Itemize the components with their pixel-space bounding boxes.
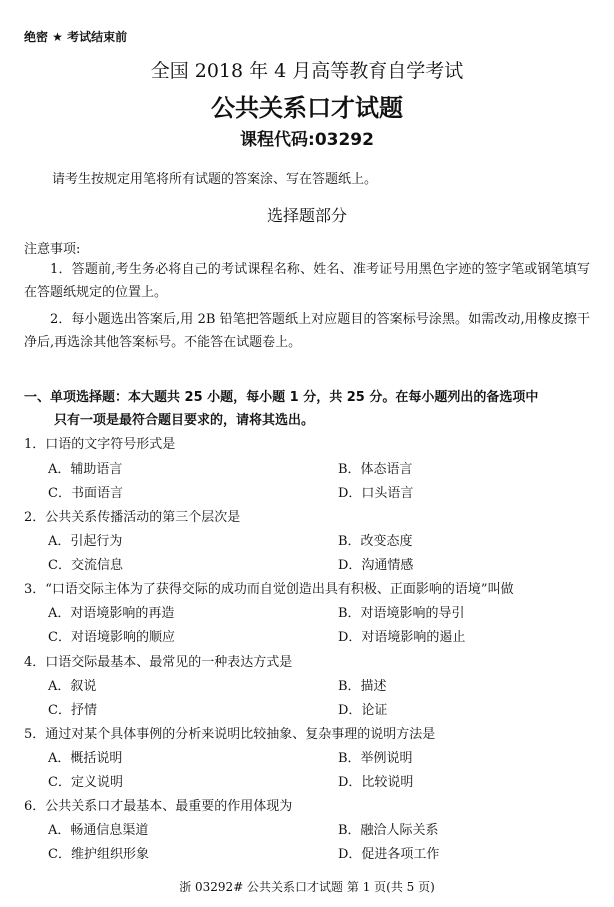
- question-1-option-c: C．书面语言: [48, 486, 123, 501]
- question-2-option-b: B．改变态度: [338, 534, 413, 549]
- question-3-stem: 3．“口语交际主体为了获得交际的成功而自觉创造出具有积极、正面影响的语境”叫做: [24, 582, 514, 597]
- note-item-1: 1．答题前,考生务必将自己的考试课程名称、姓名、准考证号用黑色字迹的签字笔或钢笔填写在答题纸规定的位置上。: [24, 262, 590, 300]
- answer-instruction: 请考生按规定用笔将所有试题的答案涂、写在答题纸上。: [52, 172, 378, 187]
- question-6-option-a: A．畅通信息渠道: [48, 823, 149, 838]
- part-one-line-2: 只有一项是最符合题目要求的，请将其选出。: [54, 413, 315, 428]
- note-item-2: 2．每小题选出答案后,用 2B 铅笔把答题纸上对应题目的答案标号涂黑。如需改动,用橡皮擦干净后,再选涂其他答案标号。不能答在试题卷上。: [24, 312, 590, 350]
- page-footer: 浙 03292# 公共关系口才试题 第 1 页(共 5 页): [179, 880, 435, 894]
- notes-title: 注意事项:: [24, 242, 81, 257]
- question-2-option-a: A．引起行为: [48, 534, 123, 549]
- question-3-option-b: B．对语境影响的导引: [338, 606, 465, 621]
- question-6-option-b: B．融洽人际关系: [338, 823, 439, 838]
- subject-title: 公共关系口才试题: [211, 94, 403, 122]
- question-4-option-b: B．描述: [338, 679, 387, 694]
- question-1-option-d: D．口头语言: [338, 486, 414, 501]
- question-4-option-a: A．叙说: [48, 679, 97, 694]
- question-5-option-c: C．定义说明: [48, 775, 123, 790]
- question-6-stem: 6．公共关系口才最基本、最重要的作用体现为: [24, 799, 293, 814]
- question-5-option-a: A．概括说明: [48, 751, 123, 766]
- question-5-option-b: B．举例说明: [338, 751, 413, 766]
- question-6-option-d: D．促进各项工作: [338, 847, 440, 862]
- question-6-option-c: C．维护组织形象: [48, 847, 149, 862]
- exam-session-line: 全国 2018 年 4 月高等教育自学考试: [150, 60, 464, 82]
- question-5-option-d: D．比较说明: [338, 775, 414, 790]
- question-3-option-d: D．对语境影响的遏止: [338, 630, 466, 645]
- question-3-option-c: C．对语境影响的顺应: [48, 630, 175, 645]
- part-one-heading: [24, 386, 594, 432]
- part-one-line-1: 一、单项选择题：本大题共 25 小题，每小题 1 分，共 25 分。在每小题列出的备选项中: [24, 390, 539, 405]
- question-5-stem: 5．通过对某个具体事例的分析来说明比较抽象、复杂事理的说明方法是: [24, 727, 436, 742]
- confidential-label: 绝密 ★ 考试结束前: [24, 30, 128, 44]
- question-2-option-d: D．沟通情感: [338, 558, 414, 573]
- question-1-option-a: A．辅助语言: [48, 462, 123, 477]
- course-code: 课程代码:03292: [240, 130, 374, 150]
- question-2-option-c: C．交流信息: [48, 558, 123, 573]
- question-1-stem: 1．口语的文字符号形式是: [24, 437, 176, 452]
- question-2-stem: 2．公共关系传播活动的第三个层次是: [24, 510, 241, 525]
- question-1-option-b: B．体态语言: [338, 462, 413, 477]
- question-3-option-a: A．对语境影响的再造: [48, 606, 175, 621]
- section-title: 选择题部分: [266, 206, 347, 225]
- question-4-option-c: C．抒情: [48, 703, 97, 718]
- question-4-option-d: D．论证: [338, 703, 388, 718]
- question-4-stem: 4．口语交际最基本、最常见的一种表达方式是: [24, 655, 293, 670]
